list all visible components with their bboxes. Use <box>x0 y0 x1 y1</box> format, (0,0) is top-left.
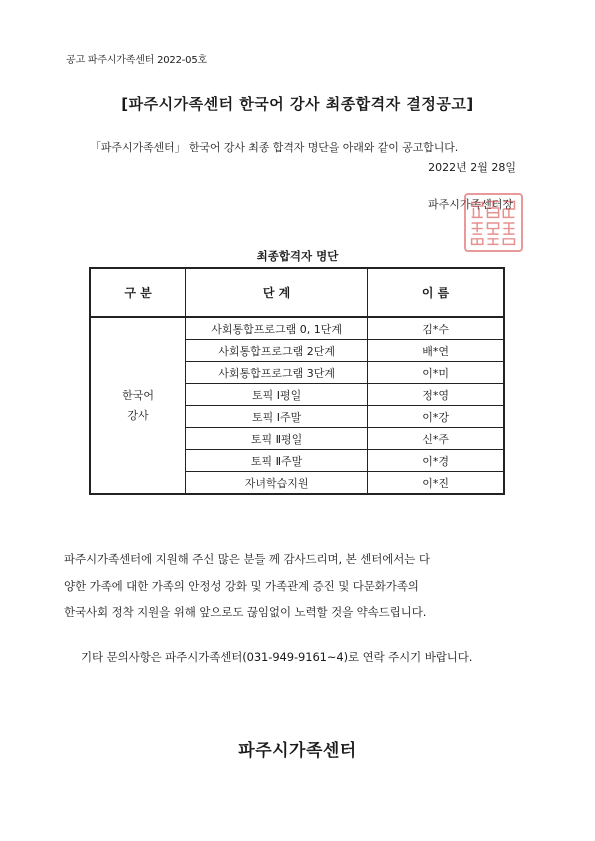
stage-cell: 사회통합프로그램 2단계 <box>186 340 368 362</box>
official-seal <box>464 193 523 252</box>
name-cell: 정*영 <box>368 384 504 406</box>
stage-cell: 토픽 Ⅱ평일 <box>186 428 368 450</box>
stage-cell: 토픽 Ⅱ주말 <box>186 450 368 472</box>
column-header-name: 이 름 <box>368 268 504 317</box>
successful-applicants-table <box>89 267 505 495</box>
seal-stamp-icon <box>466 195 521 250</box>
document-title: [파주시가족센터 한국어 강사 최종합격자 결정공고] <box>121 95 474 113</box>
table-row <box>90 317 504 340</box>
paragraph-line: 양한 가족에 대한 가족의 안정성 강화 및 가족관계 증진 및 다문화가족의 <box>64 578 419 593</box>
name-cell: 이*경 <box>368 450 504 472</box>
name-cell: 김*수 <box>368 317 504 340</box>
category-line: 강사 <box>127 408 149 422</box>
name-cell: 이*미 <box>368 362 504 384</box>
stage-cell: 사회통합프로그램 3단계 <box>186 362 368 384</box>
roster-title: 최종합격자 명단 <box>256 249 339 263</box>
column-header-stage: 단 계 <box>186 268 368 317</box>
document-number: 공고 파주시가족센터 2022-05호 <box>66 55 207 66</box>
signer-name: 파주시가족센터장 <box>427 198 513 211</box>
paragraph-line: 파주시가족센터에 지원해 주신 많은 분들 께 감사드리며, 본 센터에서는 다 <box>64 552 430 566</box>
name-cell: 신*주 <box>368 428 504 450</box>
stage-cell: 토픽 Ⅰ평일 <box>186 384 368 406</box>
contact-info: 기타 문의사항은 파주시가족센터(031-949-9161~4)로 연락 주시기 바랍니다. <box>81 650 473 664</box>
issuing-organization: 파주시가족센터 <box>238 741 357 761</box>
intro-text: 「파주시가족센터」 한국어 강사 최종 합격자 명단을 아래와 같이 공고합니다. <box>90 141 459 154</box>
category-line: 한국어 <box>122 388 154 402</box>
closing-paragraph <box>64 546 534 626</box>
name-cell: 이*진 <box>368 472 504 495</box>
announcement-date: 2022년 2월 28일 <box>428 161 516 174</box>
name-cell: 이*강 <box>368 406 504 428</box>
category-cell <box>90 317 186 494</box>
stage-cell: 자녀학습지원 <box>186 472 368 495</box>
name-cell: 배*연 <box>368 340 504 362</box>
paragraph-line: 한국사회 정착 지원을 위해 앞으로도 끊임없이 노력할 것을 약속드립니다. <box>64 605 427 619</box>
column-header-category: 구 분 <box>90 268 186 317</box>
table-header-row <box>90 268 504 317</box>
stage-cell: 토픽 Ⅰ주말 <box>186 406 368 428</box>
stage-cell: 사회통합프로그램 0, 1단계 <box>186 317 368 340</box>
